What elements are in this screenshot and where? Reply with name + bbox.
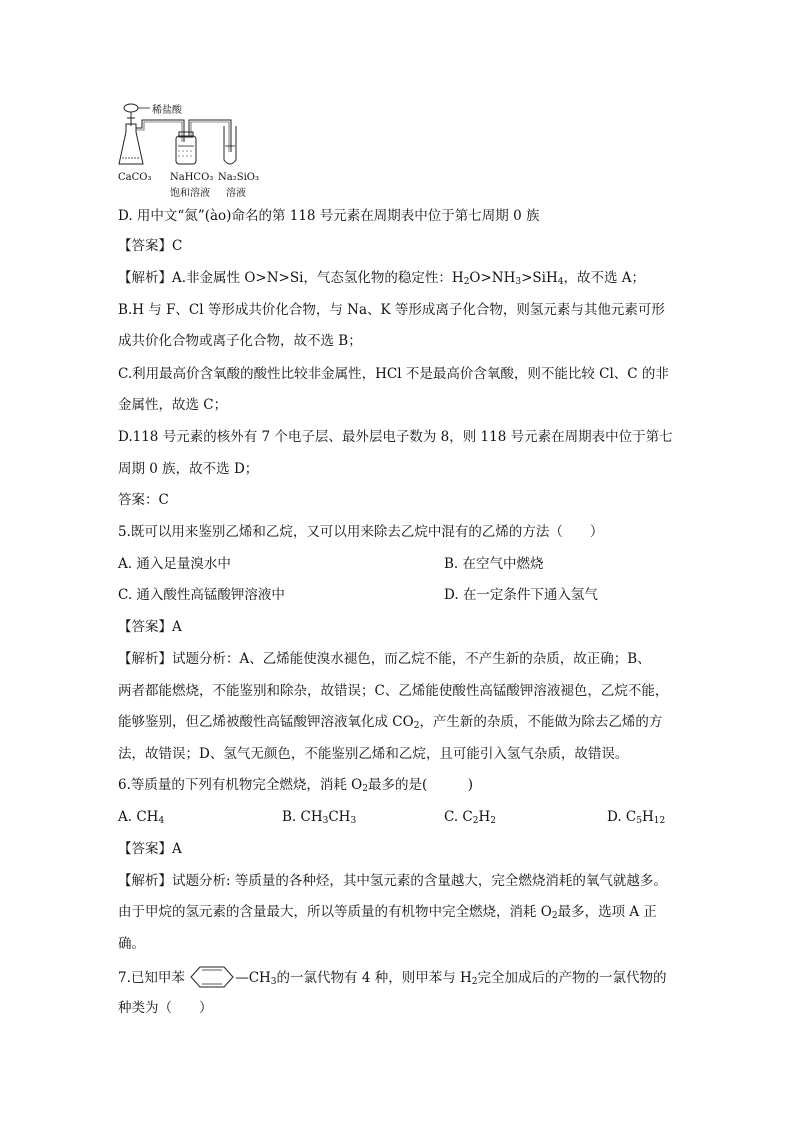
nahco3-sat-label: 饱和溶液 — [170, 188, 210, 199]
q4-explanation-3: 成共价化合物或离子化合物，故不选 B； — [118, 333, 362, 349]
q4-option-d: D. 用中文“氮”(ào)命名的第 118 号元素在周期表中位于第七周期 0 族 — [118, 208, 540, 224]
q5-option-d: D. 在一定条件下通入氢气 — [444, 587, 598, 603]
q6-explanation-3: 确。 — [118, 936, 145, 952]
q4-explanation-4: C.利用最高价含氧酸的酸性比较非金属性，HCl 不是最高价含氧酸，则不能比较 Cl、C 的非 — [118, 366, 669, 382]
caco3-label: CaCO₃ — [118, 172, 152, 183]
apparatus-figure — [118, 96, 259, 199]
q7-question-line-2: 种类为（ ） — [118, 1000, 213, 1016]
q4-answer: 【答案】C — [118, 238, 183, 254]
q5-explanation-2: 两者都能燃烧，不能鉴别和除杂，故错误；C、乙烯能使酸性高锰酸钾溶液褪色，乙烷不能， — [118, 683, 669, 699]
q4-final-answer: 答案：C — [118, 492, 169, 508]
na2sio3-label: Na₂SiO₃ — [218, 172, 259, 183]
na2sio3-sol-label: 溶液 — [226, 188, 246, 199]
q7-question: 7.已知甲苯 $—CH_3$的一氯代物有 4 种，则甲苯与 $H_2$完全加成后的产物的一氯代物的 — [118, 966, 667, 988]
q4-explanation-1: 【解析】A.非金属性 O>N>Si，气态氢化物的稳定性：$H_2O>NH_3>SiH_4$，故不选 A； — [118, 270, 646, 287]
benzene-ring-icon — [190, 966, 234, 988]
q5-explanation-3: 能够鉴别，但乙烯被酸性高锰酸钾溶液氧化成 $CO_2$，产生新的杂质，不能做为除去乙烯的方 — [118, 714, 663, 731]
q6-explanation-2: 由于甲烷的氢元素的含量最大，所以等质量的有机物中完全燃烧，消耗 $O_2$最多，选项 A 正 — [118, 904, 657, 921]
q4-explanation-5: 金属性，故选 C； — [118, 397, 228, 413]
q4-explanation-2: B.H 与 F、Cl 等形成共价化合物，与 Na、K 等形成离子化合物，则氢元素与其他元素可形 — [118, 302, 665, 318]
q6-option-b: B. $CH_3CH_3$ — [282, 809, 357, 826]
explanation-tag: 【解析】 — [118, 270, 172, 286]
q5-explanation-1: 【解析】试题分析：A、乙烯能使溴水褪色，而乙烷不能，不产生新的杂质，故正确；B、 — [118, 651, 651, 667]
q6-option-a: A. $CH_4$ — [118, 809, 165, 826]
q5-answer: 【答案】A — [118, 619, 182, 635]
q6-explanation-1: 【解析】试题分析: 等质量的各种烃，其中氢元素的含量越大，完全燃烧消耗的氧气就越多。 — [118, 873, 667, 889]
acid-label: 稀盐酸 — [152, 105, 182, 116]
q6-option-c: C. $C_2H_2$ — [444, 809, 497, 826]
apparatus-drawing — [118, 96, 258, 176]
q4-explanation-7: 周期 0 族，故不选 D； — [118, 461, 259, 477]
q5-option-c: C. 通入酸性高锰酸钾溶液中 — [118, 587, 285, 603]
q5-option-a: A. 通入足量溴水中 — [118, 556, 231, 572]
q4-explanation-6: D.118 号元素的核外有 7 个电子层、最外层电子数为 8，则 118 号元素在周期表中位于第七 — [118, 429, 673, 445]
q5-option-b: B. 在空气中燃烧 — [444, 556, 544, 572]
q6-answer: 【答案】A — [118, 841, 182, 857]
q6-question: 6.等质量的下列有机物完全燃烧，消耗 $O_2$最多的是( ) — [118, 777, 474, 794]
q6-option-d: D. $C_5H_{12}$ — [607, 809, 666, 826]
nahco3-label: NaHCO₃ — [170, 172, 214, 183]
q5-explanation-4: 法，故错误；D、氢气无颜色，不能鉴别乙烯和乙烷，且可能引入氢气杂质，故错误。 — [118, 746, 629, 762]
q5-question: 5.既可以用来鉴别乙烯和乙烷，又可以用来除去乙烷中混有的乙烯的方法（ ） — [118, 524, 604, 540]
